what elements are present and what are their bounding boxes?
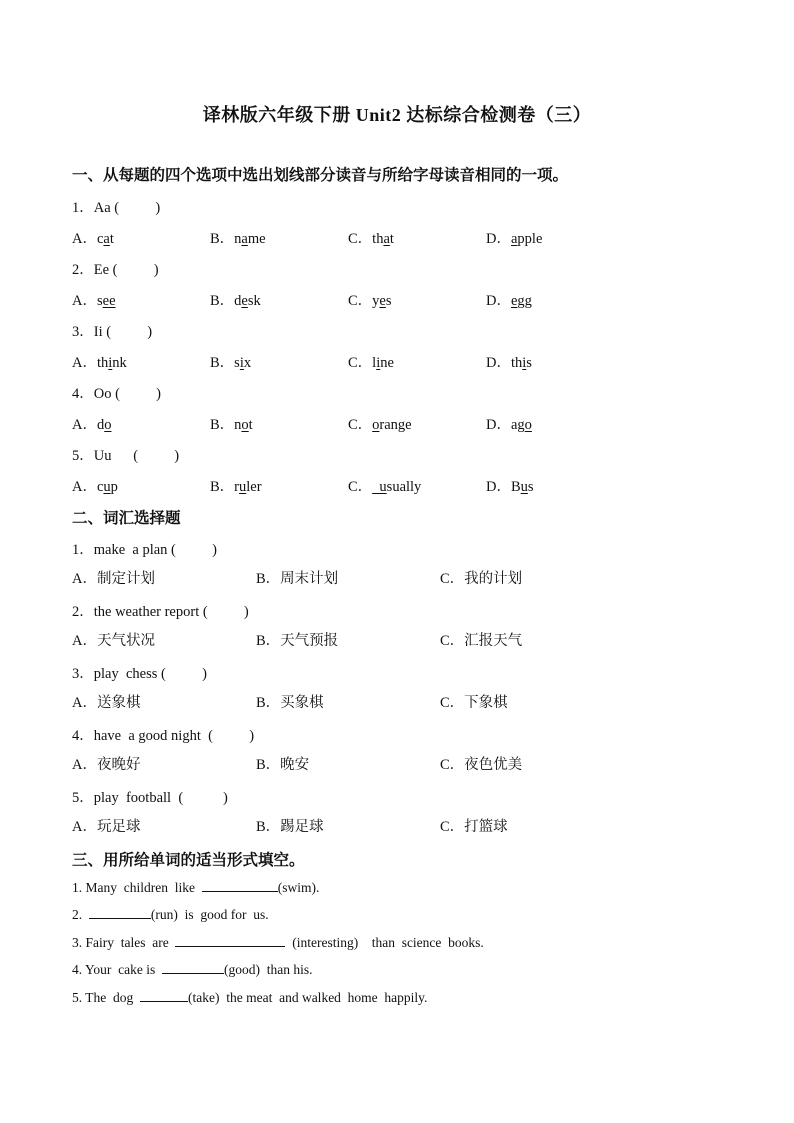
question-stem: 2．the weather report ( ) — [72, 604, 249, 620]
question-stem: 4．Oo ( ) — [72, 386, 162, 402]
option — [256, 567, 338, 588]
underlined-letters: e — [241, 293, 248, 309]
question-stem: 1．Aa ( ) — [72, 200, 161, 216]
option — [440, 691, 508, 712]
underlined-letters: i — [239, 355, 244, 371]
option — [348, 227, 394, 248]
option-word-part: n — [234, 417, 242, 433]
section-2-heading: 二、词汇选择题 — [72, 509, 181, 527]
option — [72, 815, 140, 836]
option-word-part: s — [96, 293, 103, 309]
option-label: A． — [72, 417, 97, 433]
underlined-letters: a — [383, 231, 390, 247]
option-word-part: r — [234, 479, 240, 495]
option-label: B． — [210, 355, 235, 371]
option — [210, 351, 251, 372]
underlined-letters: a — [510, 231, 518, 247]
option-text: 夜晚好 — [96, 757, 141, 773]
option-word-part: x — [243, 355, 252, 371]
option — [440, 567, 522, 588]
option-label: C． — [348, 355, 373, 371]
underlined-letters: u — [520, 479, 528, 495]
option-word-part: s — [385, 293, 392, 309]
option-word-part: ag — [510, 417, 525, 433]
option-word-part: d — [234, 293, 242, 309]
option — [210, 475, 262, 496]
option-word-part: me — [247, 231, 266, 247]
option-label: A． — [72, 695, 97, 711]
option — [486, 289, 532, 310]
underlined-letters: i — [108, 355, 113, 371]
question-stem: 5．play football ( ) — [72, 790, 228, 806]
option-word-part: th — [510, 355, 523, 371]
option — [440, 815, 508, 836]
question-text: 5. The dog — [72, 990, 140, 1005]
fill-question — [72, 906, 269, 923]
question-text: (run) is good for us. — [150, 907, 269, 922]
option-text: 周末计划 — [280, 571, 339, 587]
option — [486, 413, 532, 434]
underlined-letters: o — [241, 417, 249, 433]
question-stem: 5．Uu ( ) — [72, 448, 180, 464]
question-text: (take) the meat and walked home happily. — [188, 990, 428, 1005]
option-word-part: t — [389, 231, 394, 247]
question-text: (swim). — [277, 880, 320, 895]
page-title: 译林版六年级下册 Unit2 达标综合检测卷（三） — [202, 105, 592, 125]
option-label: C． — [440, 695, 465, 711]
option-word-part: d — [96, 417, 105, 433]
option — [348, 289, 392, 310]
option — [210, 289, 261, 310]
question-stem: 3．Ii ( ) — [72, 324, 153, 340]
option-label: A． — [72, 757, 97, 773]
question-stem: 1．make a plan ( ) — [72, 542, 217, 558]
underlined-letters: o — [524, 417, 532, 433]
option-label: D． — [486, 231, 511, 247]
option-text: 买象棋 — [280, 695, 324, 711]
option — [72, 691, 140, 712]
option — [440, 753, 522, 774]
answer-blank — [89, 906, 151, 919]
option-label: B． — [256, 819, 281, 835]
option-label: A． — [72, 293, 97, 309]
option-label: B． — [256, 757, 281, 773]
option — [256, 629, 338, 650]
option-word-part: B — [510, 479, 521, 495]
option — [72, 289, 116, 310]
fill-question — [72, 989, 427, 1006]
question-stem: 2．Ee ( ) — [72, 262, 159, 278]
option-label: B． — [256, 695, 281, 711]
underlined-letters: u — [103, 479, 111, 495]
option-label: D． — [486, 479, 511, 495]
option-label: B． — [256, 633, 281, 649]
option-text: 打篮球 — [464, 819, 508, 835]
option-text: 玩足球 — [96, 819, 141, 835]
option — [72, 629, 155, 650]
underlined-letters: o — [104, 417, 112, 433]
option-label: B． — [210, 293, 235, 309]
option-text: 汇报天气 — [464, 633, 523, 649]
option-text: 制定计划 — [96, 571, 155, 587]
answer-blank — [140, 989, 188, 1002]
option-word-part: pple — [517, 231, 543, 247]
underlined-letters: i — [376, 355, 381, 371]
option-word-part: p — [110, 479, 118, 495]
underlined-letters: i — [522, 355, 527, 371]
question-text: 1. Many children like — [72, 880, 202, 895]
option — [348, 413, 412, 434]
underlined-letters: u — [372, 479, 387, 495]
option-label: C． — [348, 231, 373, 247]
underlined-letters: e — [510, 293, 518, 309]
option-word-part: y — [372, 293, 380, 309]
option-label: C． — [440, 819, 465, 835]
option — [72, 351, 127, 372]
answer-blank — [202, 879, 278, 892]
option — [486, 227, 542, 248]
answer-blank — [162, 961, 224, 974]
option — [210, 227, 266, 248]
option-word-part: range — [379, 417, 412, 433]
fill-question — [72, 961, 313, 978]
option-word-part: t — [248, 417, 253, 433]
option-text: 天气预报 — [280, 633, 339, 649]
option-word-part: th — [96, 355, 109, 371]
question-text: 4. Your cake is — [72, 962, 162, 977]
underlined-letters: a — [103, 231, 110, 247]
option-label: A． — [72, 231, 97, 247]
option-label: C． — [440, 757, 465, 773]
option — [72, 475, 118, 496]
option-label: C． — [440, 571, 465, 587]
option-word-part: nk — [112, 355, 127, 371]
option-word-part: t — [109, 231, 114, 247]
option-label: D． — [486, 417, 511, 433]
option — [256, 753, 309, 774]
underlined-letters: e — [379, 293, 386, 309]
option-word-part: s — [526, 355, 532, 371]
option — [210, 413, 253, 434]
question-text: (interesting) than science books. — [285, 935, 484, 950]
option-word-part: c — [96, 231, 104, 247]
option — [72, 753, 140, 774]
underlined-letters: ee — [102, 293, 116, 309]
option-label: B． — [210, 231, 235, 247]
option-text: 送象棋 — [96, 695, 141, 711]
option-label: A． — [72, 355, 97, 371]
option-word-part: n — [234, 231, 242, 247]
option-text: 下象棋 — [464, 695, 508, 711]
option-word-part: sk — [247, 293, 261, 309]
option-word-part: s — [234, 355, 240, 371]
option — [440, 629, 522, 650]
option-word-part: ne — [380, 355, 394, 371]
question-text: (good) than his. — [224, 962, 313, 977]
fill-question — [72, 879, 319, 896]
option-text: 踢足球 — [280, 819, 324, 835]
option — [256, 815, 324, 836]
underlined-letters: o — [372, 417, 380, 433]
question-text: 2. — [72, 907, 89, 922]
option-word-part: gg — [517, 293, 532, 309]
answer-blank — [175, 934, 285, 947]
option-word-part: l — [372, 355, 377, 371]
option-label: A． — [72, 633, 97, 649]
option-word-part: ler — [246, 479, 262, 495]
option-label: C． — [348, 417, 373, 433]
option-word-part: s — [527, 479, 534, 495]
option-label: D． — [486, 293, 511, 309]
option-label: A． — [72, 571, 97, 587]
option-text: 晚安 — [280, 757, 310, 773]
option — [72, 413, 111, 434]
option-text: 夜色优美 — [464, 757, 523, 773]
option — [486, 351, 532, 372]
question-stem: 3．play chess ( ) — [72, 666, 207, 682]
option-word-part: sually — [386, 479, 422, 495]
option — [72, 567, 155, 588]
option-label: C． — [440, 633, 465, 649]
option-label: D． — [486, 355, 511, 371]
option-label: C． — [348, 479, 373, 495]
question-text: 3. Fairy tales are — [72, 935, 176, 950]
option — [486, 475, 534, 496]
fill-question — [72, 934, 484, 951]
option-text: 天气状况 — [96, 633, 155, 649]
option-label: A． — [72, 479, 97, 495]
option — [348, 475, 421, 496]
underlined-letters: u — [239, 479, 247, 495]
option-label: B． — [210, 417, 235, 433]
option-label: A． — [72, 819, 97, 835]
section-1-heading: 一、从每题的四个选项中选出划线部分读音与所给字母读音相同的一项。 — [72, 166, 569, 184]
option-label: B． — [210, 479, 235, 495]
option-label: C． — [348, 293, 373, 309]
option — [72, 227, 114, 248]
option-word-part: c — [96, 479, 104, 495]
option-label: B． — [256, 571, 281, 587]
underlined-letters: a — [241, 231, 248, 247]
option-text: 我的计划 — [464, 571, 523, 587]
section-3-heading: 三、用所给单词的适当形式填空。 — [72, 851, 305, 869]
option-word-part: th — [372, 231, 384, 247]
option — [256, 691, 324, 712]
question-stem: 4．have a good night ( ) — [72, 728, 255, 744]
option — [348, 351, 394, 372]
